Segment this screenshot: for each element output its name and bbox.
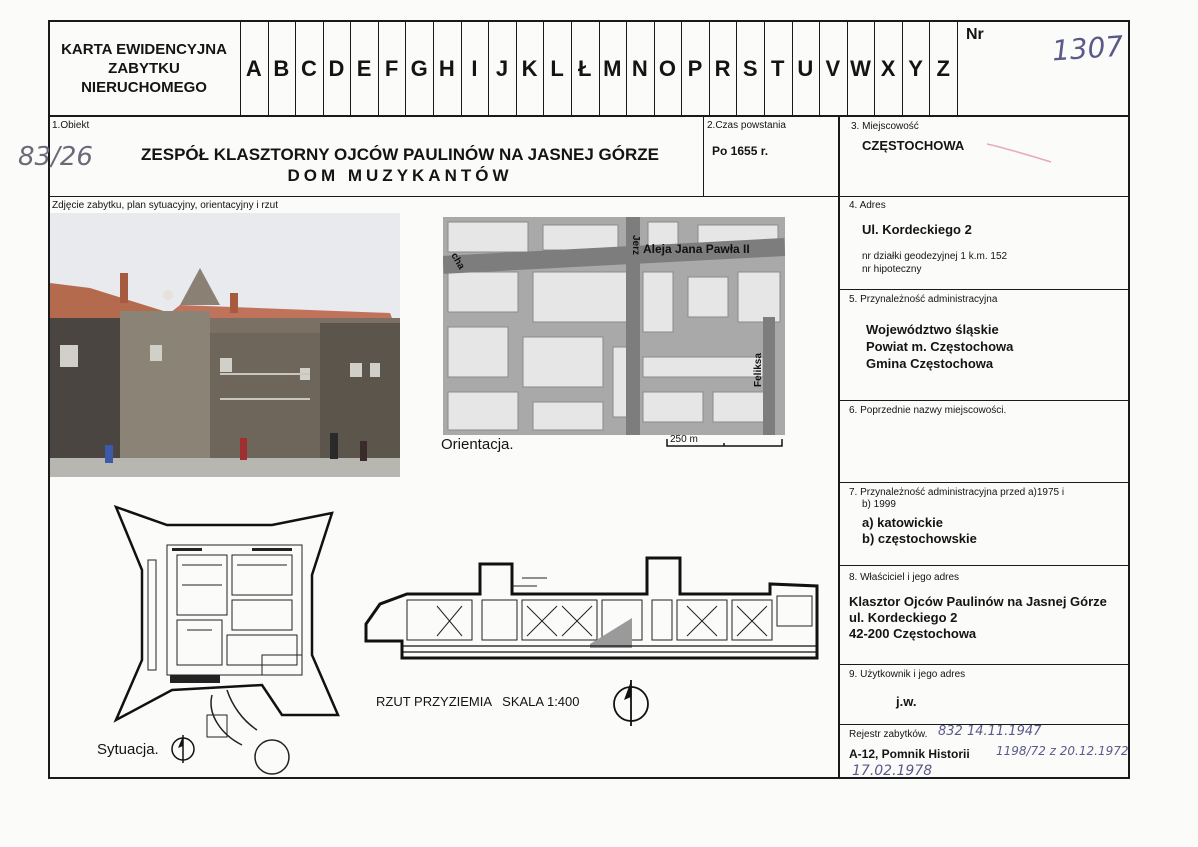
index-letter: U <box>797 56 814 81</box>
rule-8 <box>838 565 1130 566</box>
floor-plan <box>362 556 822 664</box>
admin-lines <box>866 321 1013 372</box>
index-letter: L <box>550 56 564 81</box>
index-letter: Y <box>908 56 923 81</box>
card-title-line2: ZABYTKU <box>108 60 180 77</box>
nr-handwritten: 1307 <box>1050 29 1125 68</box>
owner-line-3: 42-200 Częstochowa <box>849 626 977 641</box>
owner-label: 8. Właściciel i jego adres <box>849 572 960 583</box>
address-mortgage: nr hipoteczny <box>862 264 922 275</box>
register-hand-1: 832 14.11.1947 <box>938 724 1042 739</box>
admin-before-a: a) katowickie <box>862 515 943 530</box>
floorplan-caption: RZUT PRZYZIEMIA SKALA 1:400 <box>376 694 580 709</box>
admin-line-2: Powiat m. Częstochowa <box>866 339 1014 354</box>
time-label: 2.Czas powstania <box>707 120 786 131</box>
user-label: 9. Użytkownik i jego adres <box>849 669 966 680</box>
admin-line-1: Województwo śląskie <box>866 322 999 337</box>
right-column-divider <box>838 115 840 778</box>
orientation-map <box>443 217 785 435</box>
card-title-line1: KARTA EWIDENCYJNA <box>61 41 227 58</box>
index-letter: V <box>825 56 841 81</box>
admin-line-3: Gmina Częstochowa <box>866 356 994 371</box>
time-divider <box>703 115 704 197</box>
index-letter: B <box>273 56 290 81</box>
index-letter: N <box>631 56 648 81</box>
place-value: CZĘSTOCHOWA <box>862 138 965 153</box>
map-street-4: cha <box>448 251 467 272</box>
index-letter: R <box>714 56 731 81</box>
address-label: 4. Adres <box>849 200 886 211</box>
header-divider-letter <box>957 20 958 116</box>
map-street-2: Jerz <box>630 235 641 256</box>
map-street-3: Feliksa <box>753 353 764 387</box>
rule-9 <box>838 664 1130 665</box>
register-value: A-12, Pomnik Historii <box>849 747 970 761</box>
nr-label: Nr <box>966 26 984 43</box>
place-label: 3. Miejscowość <box>851 121 919 132</box>
owner-line-2: ul. Kordeckiego 2 <box>849 610 958 625</box>
index-letter: W <box>850 56 871 81</box>
register-hand-2: 1198/72 z 20.12.1972 <box>996 744 1129 758</box>
object-name-line1: ZESPÓŁ KLASZTORNY OJCÓW PAULINÓW NA JASNEJ GÓRZE <box>141 145 659 164</box>
scale-label: 250 m <box>670 434 698 445</box>
index-letter: J <box>495 56 509 81</box>
user-value: j.w. <box>896 694 917 709</box>
margin-note: 83/26 <box>18 142 93 172</box>
time-value: Po 1655 r. <box>712 144 769 158</box>
address-plot: nr działki geodezyjnej 1 k.m. 152 <box>862 251 1008 262</box>
building-photo <box>50 213 400 477</box>
index-letter: G <box>410 56 428 81</box>
index-letter: S <box>742 56 758 81</box>
index-letter: A <box>245 56 262 81</box>
pink-pen-mark <box>985 140 1055 164</box>
situation-plan <box>112 505 342 777</box>
admin-before-label-2: b) 1999 <box>862 499 896 510</box>
rule-5 <box>838 289 1130 290</box>
object-name-line2: DOM MUZYKANTÓW <box>287 166 513 185</box>
register-hand-3: 17.02.1978 <box>852 763 933 779</box>
north-arrow-icon <box>168 734 198 764</box>
index-letter: T <box>771 56 785 81</box>
owner-line-1: Klasztor Ojców Paulinów na Jasnej Górze <box>849 594 1107 609</box>
previous-names-label: 6. Poprzednie nazwy miejscowości. <box>849 405 1007 416</box>
index-letter: D <box>328 56 345 81</box>
frame-bottom <box>48 777 1130 779</box>
index-letter: F <box>384 56 399 81</box>
map-street-1: Aleja Jana Pawła II <box>643 242 750 256</box>
north-arrow-plan-icon <box>609 678 655 728</box>
situation-caption: Sytuacja. <box>97 741 159 758</box>
photos-label: Zdjęcie zabytku, plan sytuacyjny, orientacyjny i rzut <box>52 200 279 211</box>
index-letter: M <box>603 56 622 81</box>
object-label: 1.Obiekt <box>52 120 90 131</box>
row1-bottom-rule <box>48 196 1130 197</box>
rule-7 <box>838 482 1130 483</box>
card-title-line3: NIERUCHOMEGO <box>81 79 207 96</box>
index-letter: H <box>438 56 455 81</box>
index-letter: C <box>300 56 317 81</box>
index-letter: Ł <box>577 56 592 81</box>
index-letter: O <box>658 56 676 81</box>
index-letter: P <box>687 56 703 81</box>
admin-label: 5. Przynależność administracyjna <box>849 294 998 305</box>
admin-before-label-1: 7. Przynależność administracyjna przed a)1975 i <box>849 487 1065 498</box>
orientation-caption: Orientacja. <box>441 436 514 453</box>
object-name <box>100 145 700 186</box>
card-title <box>50 40 238 97</box>
address-value: Ul. Kordeckiego 2 <box>862 222 972 237</box>
index-letter: I <box>471 56 478 81</box>
rule-6 <box>838 400 1130 401</box>
owner-lines <box>849 594 1107 642</box>
index-letter: E <box>356 56 372 81</box>
admin-before-b: b) częstochowskie <box>862 531 977 546</box>
index-letter: K <box>521 56 538 81</box>
scale-bar <box>666 438 784 448</box>
register-label: Rejestr zabytków. <box>849 729 928 740</box>
index-letter: X <box>880 56 896 81</box>
index-letter: Z <box>936 56 950 81</box>
